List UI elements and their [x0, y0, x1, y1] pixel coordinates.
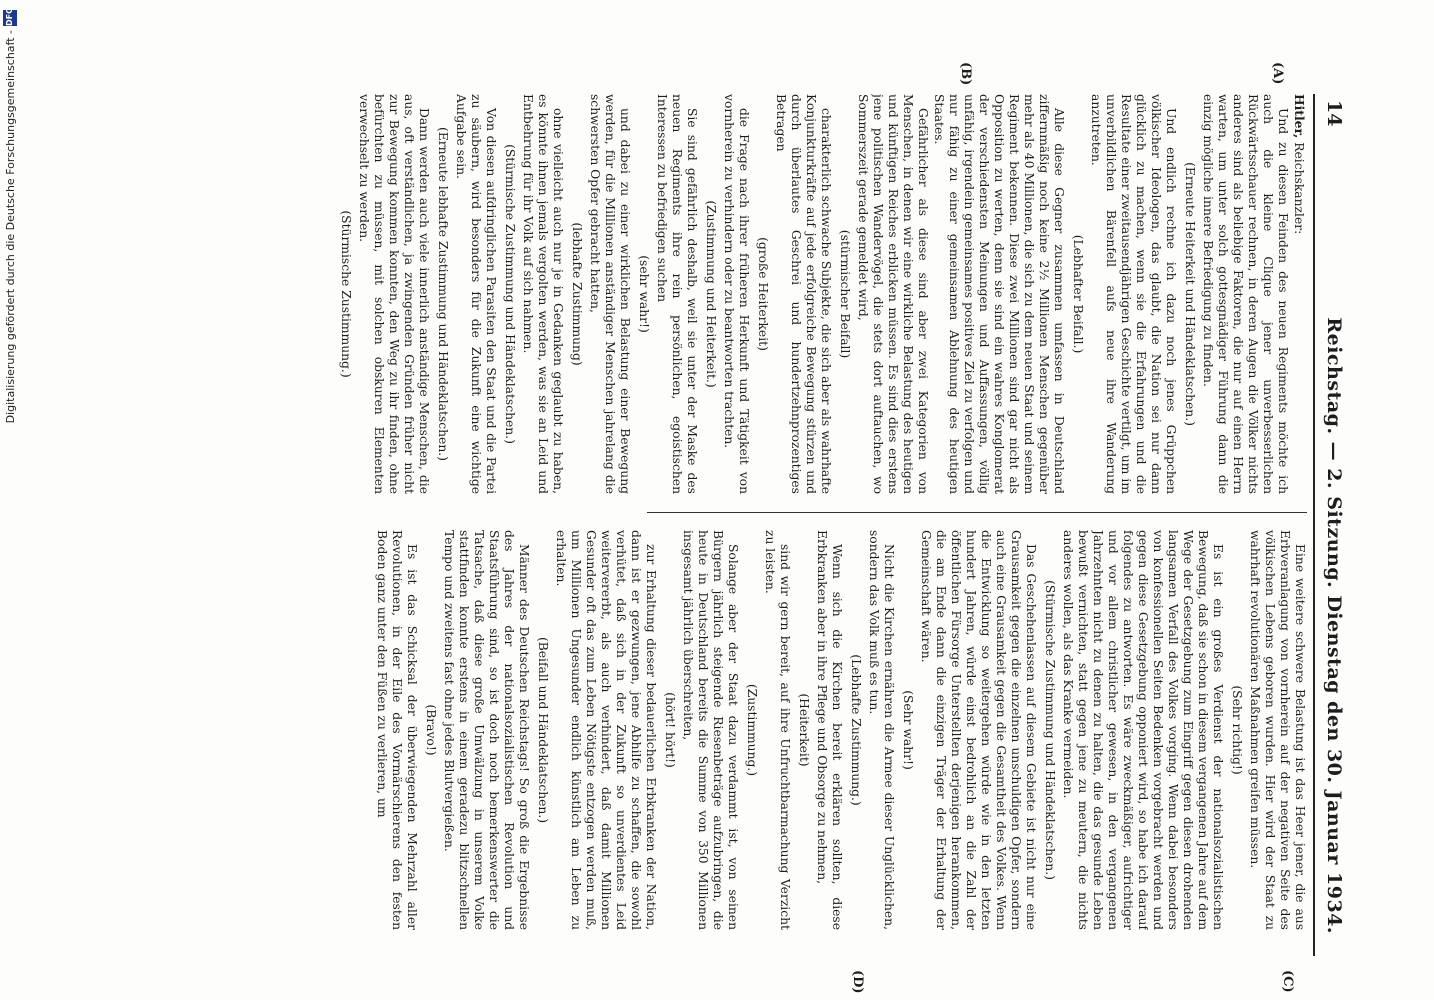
page-header	[1319, 94, 1345, 956]
paragraph: Es ist das Schicksal der überwiegenden Mehrzahl aller Revolutionen, in der Eile des Vormärschierens den festen Boden ganz unter den Füßen zu verlieren, um	[375, 530, 419, 930]
paragraph: charakterlich schwache Subjekte, die sich aber als wahrhafte Konjunkturkräfte auf jede erfolgreiche Bewegung stürzen und durch überlautes Geschrei und hundertzehnprozentiges Betragen	[774, 94, 833, 494]
paragraph: Von diesen aufdringlichen Parasiten den Staat und die Partei zu säubern, wird besonders für die Zukunft eine wichtige Aufgabe sein.	[454, 94, 498, 494]
interjection: (große Heiterkeit)	[756, 237, 770, 351]
page-number: 14	[1323, 100, 1345, 127]
interjection: (Stürmische Zustimmung.)	[339, 210, 353, 378]
paragraph: Solange aber der Staat dazu verdammt ist, von seinen Bürgern jährlich steigende Riesenbeträge aufzubringen, die heute in Deutschland bereits die Summe von 350 Millionen insgesamt jährlich überschreiten,	[681, 530, 740, 930]
paragraph: Dann werden auch viele innerlich anständige Menschen, die aus, oft verständlichen, ja zwingenden Gründen früher nicht zur Bewegung kommen konnten, den Weg zu ihr finden, ohne befürchten zu müssen, mit solchen obskuren Elementen verwechselt zu werden.	[357, 94, 431, 494]
paragraph: Das Geschehenlassen auf diesem Gebiete ist nicht nur eine Grausamkeit gegen die einzelnen unschuldigen Opfer, sondern auch eine Grausamkeit gegen die Gesamtheit des Volkes. Wenn die Entwicklung so weitergehen würde wie in den letzten hundert Jahren, würde einst bedrohlich an die Zahl der öffentlichen Fürsorge Unterstellten derjenigen herankommen, die am Ende dann die einzigen Träger der Erhaltung der Gemeinschaft wären.	[919, 530, 1038, 930]
margin-marker-a: (A)	[1270, 62, 1285, 85]
margin-marker-c: (C)	[1280, 970, 1295, 993]
interjection: (Bravo!)	[424, 704, 438, 756]
paragraph: Es ist ein großes Verdienst der nationalsozialistischen Bewegung, daß sie schon in diesem vergangenen Jahre auf dem Wege der Gesetzgebung zum Eingriff gegen diesen drohenden langsamen Verfall des Volkes vorging. Wenn dabei besonders von konfessionellen Seiten Bedenken vorgebracht werden und gegen diese Gesetzgebung opponiert wird, so habe ich darauf folgendes zu antworten. Es wäre zweckmäßiger, aufrichtiger und vor allem christlicher gewesen, in den vergangenen Jahrzehnten nicht zu denen zu halten, die das gesunde Leben bewußt vernichten, statt gegen jene zu meutern, die nichts anderes wollen, als das Kranke vermeiden.	[1061, 530, 1225, 930]
paragraph: ohne vielleicht auch nur je in Gedanken geglaubt zu haben, es könnte ihnen jemals vergolten werden, was sie an Leid und Entbehrung für ihr Volk auf sich nahmen.	[521, 94, 565, 494]
paragraph: Und zu diesen Feinden des neuen Regiments möchte ich auch die kleine Clique jener unverbesserlichen Rückwärtsschauer rechnen, in deren Augen die Völker nichts anderes sind als beliebige Faktoren, die nur auf einen Herrn warten, um unter solch gottesgnädiger Führung dann die einzig mögliche innere Befriedigung zu finden.	[1201, 94, 1290, 494]
paragraph: Eine weitere schwere Belastung ist das Heer jener, die aus Erbveranlagung von vornherein auf der negativen Seite des völkischen Lebens geboren wurden. Hier wird der Staat zu wahrhaft revolutionären Maßnahmen greifen müssen.	[1248, 530, 1307, 930]
margin-marker-b: (B)	[958, 62, 973, 86]
interjection: (Zustimmung und Heiterkeit.)	[704, 200, 718, 388]
margin-marker-d: (D)	[850, 970, 865, 994]
interjection: (stürmischer Beifall)	[838, 229, 852, 359]
page-title: Reichstag. — 2. Sitzung. Dienstag den 30. Januar 1934.	[1323, 317, 1345, 934]
interjection: (Heiterkeit)	[797, 693, 811, 767]
speaker-line	[1291, 94, 1307, 494]
interjection: (Beifall und Händeklatschen.)	[536, 636, 550, 824]
speaker-name: Hitler,	[1292, 94, 1307, 139]
column-divider	[647, 512, 1307, 513]
digitization-footer	[0, 0, 20, 1000]
paragraph: Alle diese Gegner zusammen umfassen in Deutschland ziffernmäßig noch keine 2½ Millionen Menschen gegenüber mehr als 40 Millionen, die sich zu dem neuen Staat und seinem Regiment bekennen. Diese zwei Millionen sind gar nicht als Opposition zu werten, denn sie sind ein wahres Konglomerat der verschiedensten Meinungen und Auffassungen, völlig unfähig, irgendein gemeinsames positives Ziel zu verfolgen und nur fähig zu einer gemeinsamen Ablehnung des heutigen Staates.	[932, 94, 1066, 494]
paragraph: Und endlich rechne ich dazu noch jenes Grüppchen völkischer Ideologen, das glaubt, die Nation sei nur dann glücklich zu machen, wenn sie die Erfahrungen und die Resultate einer zweitausendjährigen Geschichte vertilgt, um im unverbildlichen Bärenfell aufs neue ihre Wanderung anzutreten.	[1089, 94, 1178, 494]
dfg-logo: DFG	[3, 10, 17, 26]
paragraph: sind wir gern bereit, auf ihre Unfruchtbarmachung Verzicht zu leisten.	[763, 530, 792, 930]
rotated-printed-page	[105, 62, 1345, 994]
right-text-column	[107, 530, 1307, 930]
paragraph: Sie sind gefährlich deshalb, weil sie unter der Maske des neuen Regiments ihre rein persönlichen, egoistischen Interessen zu befriedigen suchen	[655, 94, 699, 494]
interjection: (sehr wahr!)	[637, 255, 651, 333]
interjection: (Stürmische Zustimmung und Händeklatschen.)	[503, 144, 517, 444]
paragraph: Wenn sich die Kirchen bereit erklären sollten, diese Erbkranken aber in ihre Pflege und Obsorge zu nehmen,	[815, 530, 844, 930]
left-text-column	[107, 94, 1307, 494]
interjection: (hört! hört!)	[663, 692, 677, 768]
interjection: (Sehr richtig!)	[1230, 685, 1244, 775]
interjection: (Sehr wahr!)	[901, 690, 915, 770]
paragraph: Männer des Deutschen Reichstags! So groß die Ergebnisse des Jahres der nationalsozialistischen Revolution und Staatsführung sind, so ist doch noch bemerkenswerter die Tatsache, daß diese große Umwälzung in unserem Volke stattfinden konnte erstens in einem geradezu blitzschnellen Tempo und zweitens fast ohne jedes Blutvergießen.	[442, 530, 531, 930]
interjection: (Stürmische Zustimmung und Händeklatschen.)	[1043, 580, 1057, 880]
interjection: (Zustimmung.)	[745, 683, 759, 777]
paragraph: die Frage nach ihrer früheren Herkunft und Tätigkeit von vornherein zu verhindern oder zu beantworten trachten.	[722, 94, 751, 494]
paragraph: zur Erhaltung dieser bedauerlichen Erbkranken der Nation, dann ist er gezwungen, jene Abhilfe zu schaffen, die sowohl verhütet, daß sich in der Zukunft so unverdientes Leid weitervererbt, als auch verhindert, daß damit Millionen Gesunder oft das zum Leben Nötigste entzogen werden muß, um Millionen Ungesunder endlich künstlich am Leben zu erhalten.	[554, 530, 658, 930]
interjection: (lebhafte Zustimmung)	[570, 222, 584, 366]
paragraph: und dabei zu einer wirklichen Belastung einer Bewegung werden, für die Millionen anständiger Menschen jahrelang die schwersten Opfer gebracht hatten,	[588, 94, 632, 494]
footer-text: Digitalisierung gefördert durch die Deutsche Forschungsgemeinschaft -	[3, 30, 17, 424]
interjection: (Erneute lebhafte Zustimmung und Händeklatschen.)	[436, 127, 450, 461]
interjection: (Erneute Heiterkeit und Händeklatschen.)	[1183, 162, 1197, 426]
speaker-role: Reichskanzler:	[1292, 142, 1306, 235]
paragraph: Gefährlicher als diese sind aber zwei Kategorien von Menschen, in denen wir eine wirkliche Belastung des heutigen und künftigen Reiches erblicken müssen. Es sind dies erstens jene politischen Wandervögel, die stets dort auftauchen, wo Sommerszeit gerade gemeldet wird,	[856, 94, 930, 494]
interjection: (Lebhafte Zustimmung.)	[849, 654, 863, 806]
header-rule	[1313, 94, 1315, 956]
interjection: (Lebhafter Beifall.)	[1071, 234, 1085, 354]
paragraph: Nicht die Kirchen ernähren die Armee dieser Unglücklichen, sondern das Volk muß es tun.	[867, 530, 896, 930]
